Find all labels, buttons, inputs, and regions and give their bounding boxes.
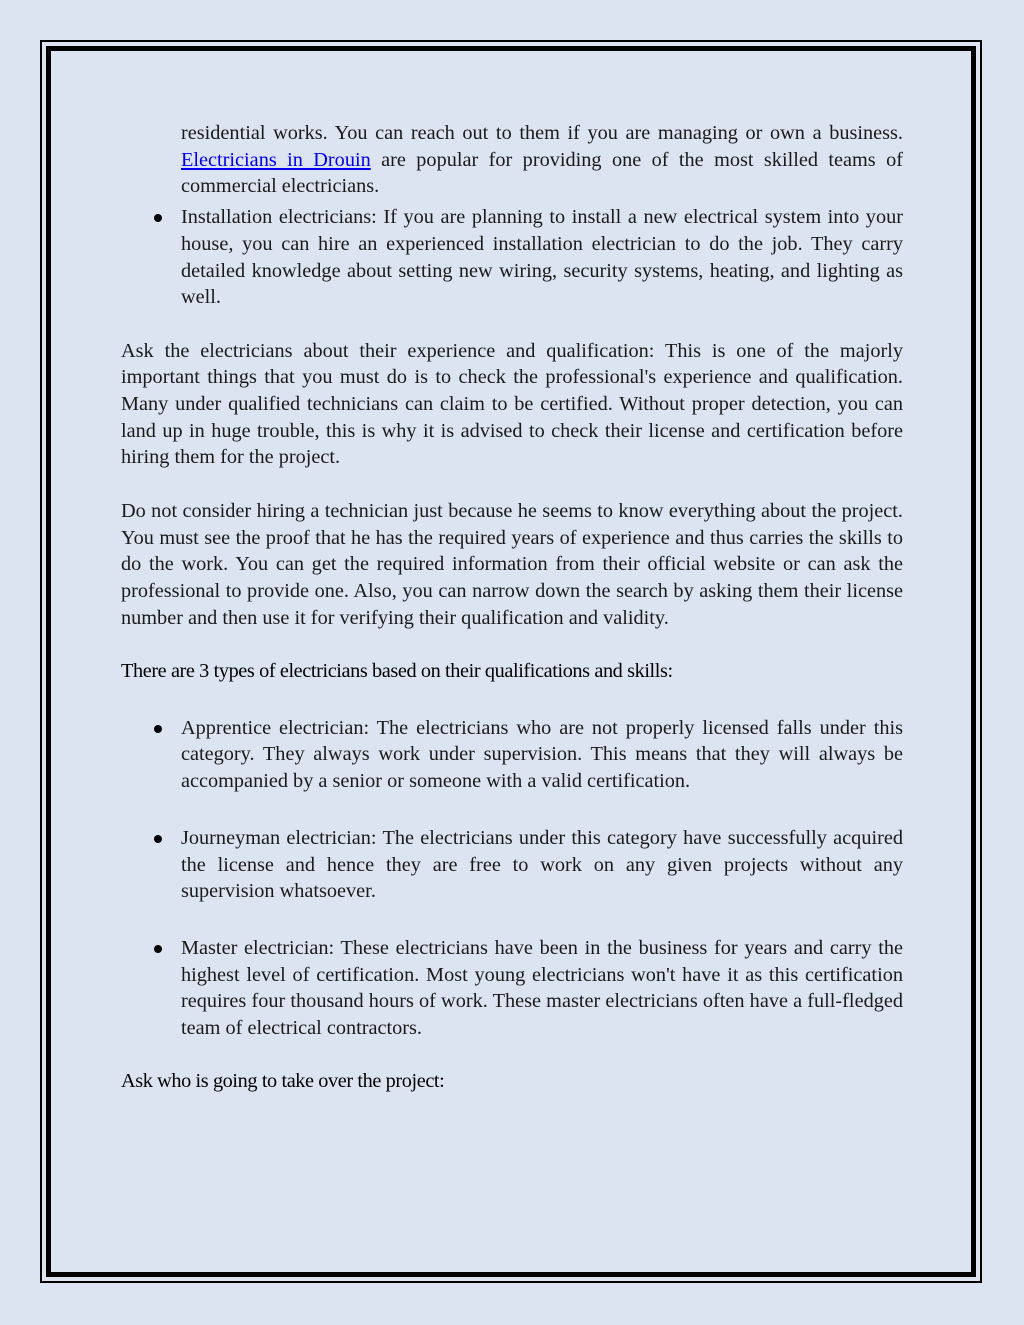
electricians-in-drouin-link[interactable]: Electricians in Drouin	[181, 148, 371, 171]
proof-paragraph: Do not consider hiring a technician just because he seems to know everything about the project. You must see the proof that he has the required years of experience and thus carries the skills to do the work. You can get the required information from their official website or can ask the professional to provide one. Also, you can narrow down the search by asking them their license number and then use it for verifying their qualification and validity.	[121, 499, 903, 629]
document-body	[121, 120, 903, 1095]
master-text: Master electrician: These electricians have been in the business for years and carry the highest level of certification. Most young electricians won't have it as this certification requires four thousand hours of work. These master electricians often have a full-fledged team of electrical contractors.	[181, 936, 903, 1040]
experience-paragraph: Ask the electricians about their experience and qualification: This is one of the majorly important things that you must do is to check the professional's experience and qualification. Many under qualified technicians can claim to be certified. Without proper detection, you can land up in huge trouble, this is why it is advised to check their license and certification before hiring them for the project.	[121, 339, 903, 469]
list-item	[121, 935, 903, 1042]
types-list	[121, 715, 903, 1042]
intro-paragraph	[121, 120, 903, 200]
bullet-icon	[154, 835, 162, 843]
apprentice-text: Apprentice electrician: The electricians who are not properly licensed falls under this category. They always work under supervision. This means that they will always be accompanied by a senior or someone with a valid certification.	[181, 716, 903, 793]
intro-text-after: are popular for providing one of the most skilled teams of commercial electricians.	[181, 148, 903, 198]
bullet-icon	[154, 725, 162, 733]
types-heading: There are 3 types of electricians based on their qualifications and skills:	[121, 660, 673, 683]
bullet-icon	[154, 945, 162, 953]
takeover-heading: Ask who is going to take over the project:	[121, 1070, 445, 1093]
list-item	[121, 825, 903, 905]
list-spacer	[121, 905, 903, 935]
installation-list	[121, 204, 903, 311]
intro-text-before: residential works. You can reach out to them if you are managing or own a business.	[181, 122, 903, 144]
bullet-icon	[154, 214, 162, 222]
list-item	[121, 204, 903, 311]
installation-text: Installation electricians: If you are planning to install a new electrical system into your house, you can hire an experienced installation electrician to do the job. They carry detailed knowledge about setting new wiring, security systems, heating, and lighting as well.	[181, 206, 903, 309]
journeyman-text: Journeyman electrician: The electricians under this category have successfully acquired the license and hence they are free to work on any given projects without any supervision whatsoever.	[181, 826, 903, 903]
list-spacer	[121, 795, 903, 825]
list-item	[121, 715, 903, 795]
